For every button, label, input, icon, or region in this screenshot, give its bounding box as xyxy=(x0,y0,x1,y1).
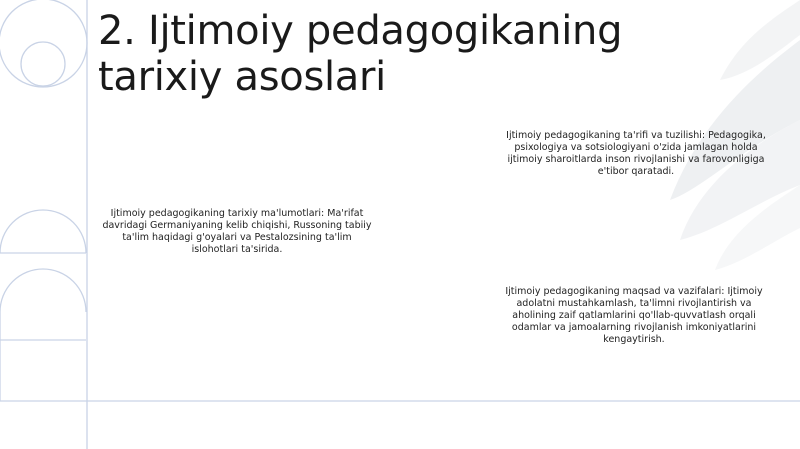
text-block-history: Ijtimoiy pedagogikaning tarixiy ma'lumotlari: Ma'rifat davridagi Germaniyaning kelib chiqishi, Russoning tabiiy ta'lim haqidagi g'oyalari va Pestalozsining ta'lim islohotlari ta'sirida. xyxy=(102,208,372,255)
circle-small-top xyxy=(21,42,65,86)
slide-title: 2. Ijtimoiy pedagogikaning tarixiy asoslari xyxy=(98,8,623,100)
arc-lower xyxy=(0,269,86,312)
arc-middle xyxy=(0,210,86,253)
circle-large-top xyxy=(0,0,87,87)
text-block-definition: Ijtimoiy pedagogikaning ta'rifi va tuzilishi: Pedagogika, psixologiya va sotsiologiyani o'zida jamlagan holda ijtimoiy sharoitlarda inson rivojlanishi va farovonligiga e'tibor qaratadi. xyxy=(506,130,766,177)
text-block-goals: Ijtimoiy pedagogikaning maqsad va vazifalari: Ijtimoiy adolatni mustahkamlash, ta'limni rivojlantirish va aholining zaif qatlamlarini qo'llab-quvvatlash orqali odamlar va jamoalarning rivojlanish imkoniyatlarini kengaytirish. xyxy=(505,286,763,345)
